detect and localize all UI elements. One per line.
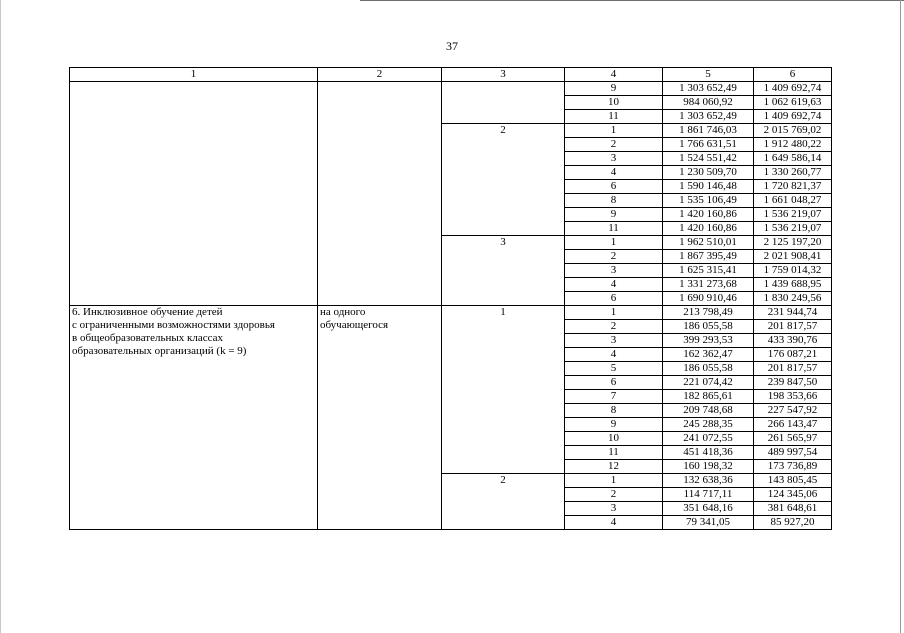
value-2021-cell: 1 062 619,63 [754,96,832,110]
value-2020-cell: 1 303 652,49 [663,82,754,96]
value-2020-cell: 399 293,53 [663,334,754,348]
subgroup-cell: 3 [565,502,663,516]
value-2020-cell: 1 867 395,49 [663,250,754,264]
subgroup-cell: 11 [565,110,663,124]
value-2021-cell: 266 143,47 [754,418,832,432]
subgroup-cell: 11 [565,446,663,460]
value-2020-cell: 162 362,47 [663,348,754,362]
value-2021-cell: 1 409 692,74 [754,110,832,124]
value-2020-cell: 160 198,32 [663,460,754,474]
table-row [70,82,832,96]
subgroup-cell: 2 [565,320,663,334]
header-col-3: 3 [442,68,565,82]
unit-line: обучающегося [320,319,389,331]
subgroup-cell: 3 [565,334,663,348]
value-2021-cell: 1 439 688,95 [754,278,832,292]
value-2020-cell: 1 962 510,01 [663,236,754,250]
value-2021-cell: 1 720 821,37 [754,180,832,194]
value-2020-cell: 1 524 551,42 [663,152,754,166]
subgroup-cell: 10 [565,432,663,446]
subgroup-cell: 9 [565,418,663,432]
subgroup-cell: 7 [565,390,663,404]
value-2020-cell: 245 288,35 [663,418,754,432]
value-2020-cell: 213 798,49 [663,306,754,320]
value-2021-cell: 1 536 219,07 [754,208,832,222]
value-2020-cell: 1 625 315,41 [663,264,754,278]
value-2020-cell: 1 230 509,70 [663,166,754,180]
value-2021-cell: 433 390,76 [754,334,832,348]
unit-cell [318,306,442,530]
value-2020-cell: 132 638,36 [663,474,754,488]
value-2021-cell: 1 759 014,32 [754,264,832,278]
scan-left-border [0,0,1,633]
value-2021-cell: 124 345,06 [754,488,832,502]
value-2021-cell: 201 817,57 [754,320,832,334]
value-2021-cell: 2 125 197,20 [754,236,832,250]
tariff-table [69,67,832,530]
service-name-line: образовательных организаций (k = 9) [72,345,247,357]
group-cell: 3 [442,236,565,306]
table-header-row [70,68,832,82]
value-2020-cell: 1 420 160,86 [663,222,754,236]
unit-line: на одного [320,306,366,318]
value-2020-cell: 241 072,55 [663,432,754,446]
subgroup-cell: 8 [565,194,663,208]
table-body [70,68,832,530]
subgroup-cell: 3 [565,152,663,166]
value-2021-cell: 239 847,50 [754,376,832,390]
subgroup-cell: 11 [565,222,663,236]
value-2021-cell: 2 015 769,02 [754,124,832,138]
group-cell [442,82,565,124]
subgroup-cell: 10 [565,96,663,110]
value-2020-cell: 1 420 160,86 [663,208,754,222]
group-cell: 2 [442,474,565,530]
value-2020-cell: 1 590 146,48 [663,180,754,194]
value-2021-cell: 1 661 048,27 [754,194,832,208]
table-row [70,306,832,320]
value-2021-cell: 1 649 586,14 [754,152,832,166]
value-2020-cell: 186 055,58 [663,320,754,334]
value-2021-cell: 2 021 908,41 [754,250,832,264]
service-name-line: в общеобразовательных классах [72,332,224,344]
service-name-line: 6. Инклюзивное обучение детей [72,306,223,318]
value-2020-cell: 1 690 910,46 [663,292,754,306]
unit-cell [318,82,442,306]
header-col-6: 6 [754,68,832,82]
subgroup-cell: 4 [565,166,663,180]
value-2020-cell: 79 341,05 [663,516,754,530]
value-2020-cell: 221 074,42 [663,376,754,390]
subgroup-cell: 9 [565,208,663,222]
value-2021-cell: 1 912 480,22 [754,138,832,152]
value-2021-cell: 1 830 249,56 [754,292,832,306]
value-2020-cell: 351 648,16 [663,502,754,516]
scan-top-border [360,0,904,1]
subgroup-cell: 9 [565,82,663,96]
subgroup-cell: 4 [565,516,663,530]
value-2021-cell: 201 817,57 [754,362,832,376]
subgroup-cell: 1 [565,124,663,138]
subgroup-cell: 2 [565,250,663,264]
value-2020-cell: 182 865,61 [663,390,754,404]
subgroup-cell: 1 [565,236,663,250]
subgroup-cell: 4 [565,348,663,362]
value-2021-cell: 231 944,74 [754,306,832,320]
value-2021-cell: 381 648,61 [754,502,832,516]
service-name-cell [70,306,318,530]
service-name-cell [70,82,318,306]
scan-right-border [900,0,901,633]
value-2020-cell: 1 331 273,68 [663,278,754,292]
subgroup-cell: 2 [565,488,663,502]
value-2021-cell: 198 353,66 [754,390,832,404]
value-2020-cell: 1 535 106,49 [663,194,754,208]
value-2020-cell: 114 717,11 [663,488,754,502]
value-2020-cell: 1 861 746,03 [663,124,754,138]
value-2020-cell: 186 055,58 [663,362,754,376]
value-2021-cell: 176 087,21 [754,348,832,362]
value-2021-cell: 85 927,20 [754,516,832,530]
value-2020-cell: 1 766 631,51 [663,138,754,152]
subgroup-cell: 12 [565,460,663,474]
header-col-4: 4 [565,68,663,82]
value-2020-cell: 984 060,92 [663,96,754,110]
subgroup-cell: 6 [565,292,663,306]
subgroup-cell: 1 [565,306,663,320]
header-col-2: 2 [318,68,442,82]
header-col-1: 1 [70,68,318,82]
value-2020-cell: 1 303 652,49 [663,110,754,124]
subgroup-cell: 2 [565,138,663,152]
value-2021-cell: 261 565,97 [754,432,832,446]
value-2021-cell: 489 997,54 [754,446,832,460]
subgroup-cell: 4 [565,278,663,292]
value-2020-cell: 451 418,36 [663,446,754,460]
value-2021-cell: 143 805,45 [754,474,832,488]
page-number: 37 [446,39,458,53]
value-2021-cell: 173 736,89 [754,460,832,474]
subgroup-cell: 8 [565,404,663,418]
header-col-5: 5 [663,68,754,82]
subgroup-cell: 1 [565,474,663,488]
group-cell: 1 [442,306,565,474]
subgroup-cell: 5 [565,362,663,376]
value-2020-cell: 209 748,68 [663,404,754,418]
value-2021-cell: 227 547,92 [754,404,832,418]
value-2021-cell: 1 330 260,77 [754,166,832,180]
subgroup-cell: 6 [565,180,663,194]
group-cell: 2 [442,124,565,236]
subgroup-cell: 3 [565,264,663,278]
service-name-line: с ограниченными возможностями здоровья [72,319,275,331]
subgroup-cell: 6 [565,376,663,390]
value-2021-cell: 1 409 692,74 [754,82,832,96]
value-2021-cell: 1 536 219,07 [754,222,832,236]
